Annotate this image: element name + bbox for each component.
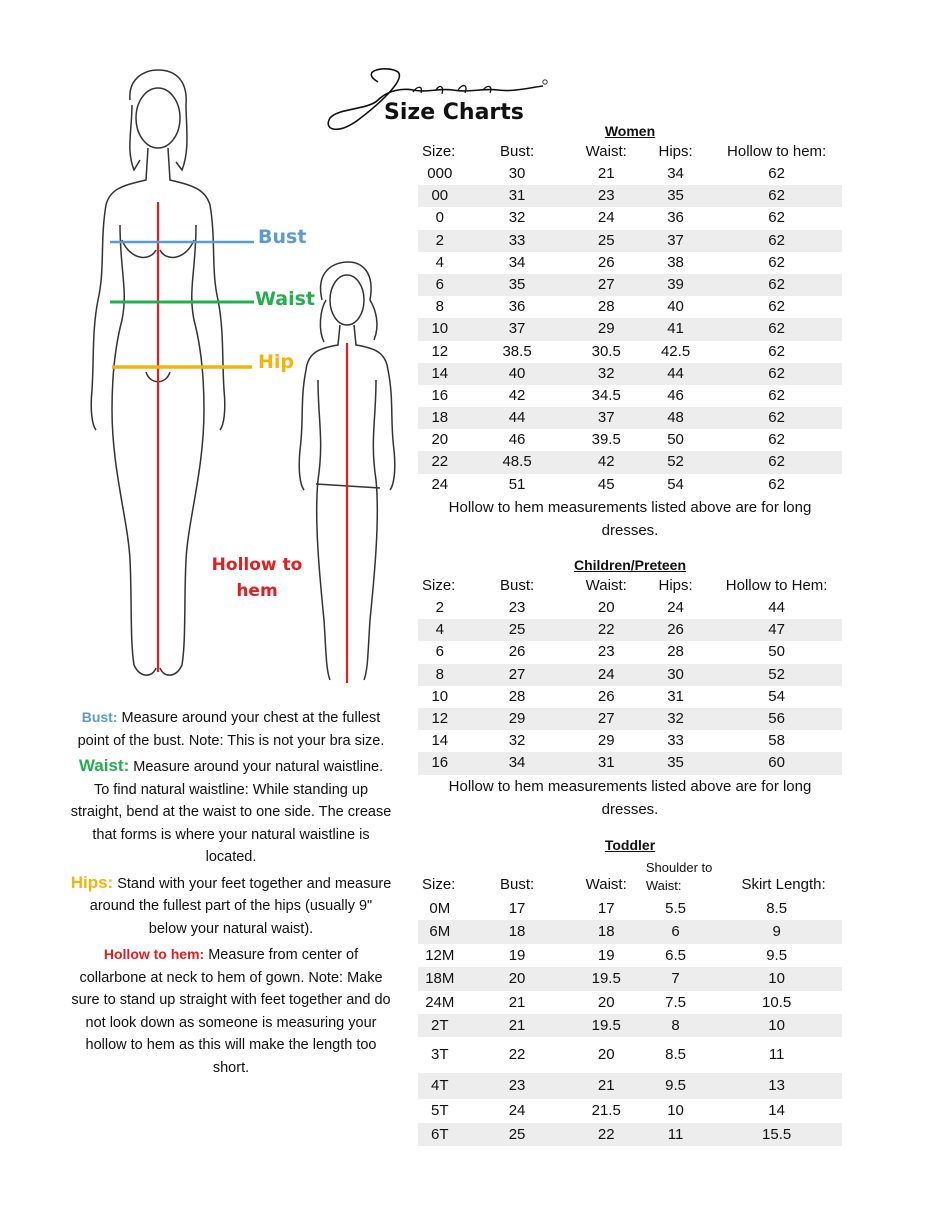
- table-cell: 44: [508, 409, 526, 427]
- table-cell: 14: [431, 364, 449, 382]
- table-cell: 21: [597, 165, 615, 182]
- table-cell: 26: [508, 643, 526, 661]
- table-cell: 32: [508, 209, 526, 227]
- header-cell: Shoulder to Waist:: [645, 860, 713, 893]
- table-cell: 23: [597, 187, 615, 205]
- table-cell: 35: [667, 754, 684, 772]
- table-row: [418, 252, 842, 274]
- table-cell: 00: [431, 187, 449, 205]
- table-cell: 62: [768, 475, 785, 493]
- woman-hair: [130, 70, 187, 170]
- table-cell: 23: [597, 643, 615, 661]
- table-cell: 20: [597, 1046, 615, 1064]
- table-cell: 32: [597, 364, 615, 382]
- table-cell: 20: [431, 431, 449, 449]
- table-cell: 15.5: [762, 1125, 792, 1143]
- bust-instruction: [70, 706, 392, 752]
- table-row: [418, 385, 842, 407]
- table-cell: 62: [768, 231, 785, 249]
- table-row: [418, 474, 842, 496]
- table-cell: 56: [768, 709, 785, 727]
- table-cell: 42: [508, 386, 526, 404]
- table-cell: 17: [508, 900, 526, 917]
- children-note: Hollow to hem measurements listed above are for long dresses.: [448, 777, 812, 818]
- table-cell: 3T: [431, 1046, 449, 1064]
- table-cell: 32: [667, 709, 684, 727]
- table-cell: 62: [768, 409, 785, 427]
- table-row: [418, 1123, 842, 1146]
- table-cell: 28: [508, 687, 526, 705]
- table-cell: 000: [427, 165, 453, 182]
- children-table-title: Children/Preteen: [573, 557, 687, 573]
- table-cell: 26: [597, 253, 615, 271]
- table-cell: 14: [768, 1102, 785, 1120]
- table-cell: 42: [597, 453, 615, 471]
- table-cell: 54: [667, 475, 684, 493]
- toddler-table-body: [418, 897, 842, 1146]
- table-cell: 29: [597, 320, 615, 338]
- toddler-size-table: [418, 835, 842, 1146]
- table-cell: 7: [671, 970, 680, 988]
- table-cell: 41: [667, 320, 684, 338]
- table-cell: 20: [597, 599, 615, 616]
- table-cell: 23: [508, 599, 526, 616]
- table-cell: 26: [667, 621, 684, 639]
- table-cell: 30: [508, 165, 526, 182]
- table-row: [418, 730, 842, 752]
- header-cell: Bust:: [499, 876, 535, 893]
- waist-key: Waist:: [78, 756, 130, 775]
- table-row: [418, 597, 842, 619]
- table-cell: 6: [435, 275, 444, 293]
- girl-head: [330, 275, 364, 325]
- header-cell: Hips:: [658, 143, 693, 160]
- header-cell: Bust:: [500, 143, 535, 160]
- table-row: [418, 296, 842, 318]
- table-row: [418, 429, 842, 451]
- table-cell: 23: [508, 1077, 526, 1095]
- table-cell: 24M: [425, 993, 455, 1011]
- waist-text: Measure around your natural waistline. To find natural waistline: While standing up straight, bend at the waist to one side. The crease that forms is where your natural waistline is located.: [70, 759, 392, 865]
- table-cell: 38: [667, 253, 684, 271]
- table-cell: 27: [597, 709, 615, 727]
- table-cell: 39.5: [591, 431, 621, 449]
- table-cell: 6.5: [665, 946, 686, 964]
- table-cell: 50: [667, 431, 684, 449]
- table-cell: 35: [667, 187, 684, 205]
- table-row: [418, 341, 842, 363]
- table-cell: 51: [508, 475, 526, 493]
- girl-hair: [320, 262, 377, 342]
- table-row: [418, 1073, 842, 1099]
- header-cell: Hollow to Hem:: [725, 577, 828, 594]
- page-title: Size Charts: [384, 100, 524, 125]
- table-cell: 4T: [431, 1077, 449, 1095]
- table-cell: 36: [508, 298, 526, 316]
- table-cell: 2: [435, 599, 444, 616]
- hollow-to-hem-label: Hollow to hem: [211, 555, 303, 601]
- bust-text: Measure around your chest at the fullest point of the bust. Note: This is not your bra size.: [77, 710, 385, 749]
- table-row: [418, 1037, 842, 1073]
- header-cell: Waist:: [585, 876, 627, 893]
- table-cell: 21: [597, 1077, 615, 1095]
- table-cell: 4: [435, 621, 444, 639]
- children-table-body: [418, 597, 842, 775]
- table-row: [418, 991, 842, 1014]
- table-cell: 22: [597, 621, 615, 639]
- table-cell: 40: [667, 298, 684, 316]
- table-cell: 62: [768, 209, 785, 227]
- table-cell: 62: [768, 253, 785, 271]
- waist-label: Waist: [255, 288, 316, 310]
- table-cell: 8: [435, 298, 444, 316]
- table-cell: 36: [667, 209, 684, 227]
- table-row: [418, 686, 842, 708]
- table-cell: 35: [508, 275, 526, 293]
- table-cell: 46: [667, 386, 684, 404]
- table-cell: 24: [508, 1102, 526, 1120]
- header-cell: Hollow to hem:: [727, 143, 827, 160]
- table-cell: 38.5: [502, 342, 532, 360]
- children-size-table: [418, 555, 842, 821]
- table-cell: 62: [768, 165, 785, 182]
- table-cell: 48.5: [502, 453, 532, 471]
- table-cell: 37: [508, 320, 526, 338]
- table-cell: 10: [431, 320, 449, 338]
- table-cell: 0M: [429, 900, 451, 917]
- table-row: [418, 708, 842, 730]
- table-row: [418, 967, 842, 990]
- table-cell: 18: [597, 923, 615, 941]
- table-cell: 40: [508, 364, 526, 382]
- table-cell: 20: [508, 970, 526, 988]
- table-cell: 6: [671, 923, 680, 941]
- table-row: [418, 207, 842, 229]
- women-table-title: Women: [604, 123, 656, 139]
- table-cell: 12M: [425, 946, 455, 964]
- table-cell: 46: [508, 431, 526, 449]
- table-cell: 10: [667, 1102, 684, 1120]
- table-cell: 13: [768, 1077, 785, 1095]
- hollow-text: Measure from center of collarbone at neck to hem of gown. Note: Make sure to stand up straight with feet together and do not look down as someone is measuring your hollow to hem as this will make the length too short.: [71, 947, 391, 1076]
- table-cell: 8.5: [766, 900, 788, 917]
- table-cell: 28: [597, 298, 615, 316]
- table-cell: 42.5: [660, 342, 691, 360]
- table-cell: 25: [597, 231, 615, 249]
- table-cell: 19.5: [591, 1016, 621, 1034]
- table-cell: 6T: [431, 1125, 449, 1143]
- table-cell: 24: [431, 475, 449, 493]
- table-cell: 22: [508, 1046, 526, 1064]
- hollow-key: Hollow to hem:: [103, 946, 205, 962]
- table-cell: 19.5: [591, 970, 621, 988]
- table-cell: 8: [435, 665, 444, 683]
- women-header-row: [418, 141, 842, 163]
- table-cell: 30.5: [591, 342, 621, 360]
- table-cell: 5.5: [665, 900, 686, 917]
- table-row: [418, 407, 842, 429]
- table-cell: 26: [597, 687, 615, 705]
- table-cell: 62: [768, 275, 785, 293]
- table-row: [418, 318, 842, 340]
- table-cell: 2T: [431, 1016, 449, 1034]
- table-cell: 29: [508, 709, 526, 727]
- table-cell: 19: [597, 946, 615, 964]
- header-cell: Waist:: [585, 143, 627, 160]
- table-cell: 24: [597, 209, 615, 227]
- bust-label: Bust: [258, 226, 307, 248]
- table-row: [418, 1014, 842, 1037]
- header-cell: Size:: [422, 143, 456, 160]
- table-cell: 11: [667, 1125, 684, 1143]
- table-cell: 12: [431, 709, 449, 727]
- table-cell: 24: [667, 599, 684, 616]
- toddler-header-row: [418, 855, 842, 897]
- table-cell: 9.5: [766, 946, 788, 964]
- table-cell: 16: [431, 386, 449, 404]
- table-cell: 54: [768, 687, 785, 705]
- table-cell: 52: [768, 665, 785, 683]
- table-cell: 62: [768, 453, 785, 471]
- table-cell: 6: [435, 643, 444, 661]
- waist-instruction: [70, 755, 392, 869]
- table-cell: 62: [768, 342, 785, 360]
- table-cell: 48: [667, 409, 684, 427]
- table-cell: 8.5: [665, 1046, 686, 1064]
- table-cell: 9.5: [665, 1077, 686, 1095]
- table-cell: 62: [768, 386, 785, 404]
- toddler-table-title: Toddler: [604, 837, 656, 853]
- table-cell: 31: [597, 754, 615, 772]
- hip-label: Hip: [258, 351, 295, 373]
- table-row: [418, 185, 842, 207]
- header-cell: Hips:: [658, 577, 693, 594]
- table-cell: 24: [597, 665, 615, 683]
- table-cell: 10: [768, 1016, 785, 1034]
- table-cell: 22: [597, 1125, 615, 1143]
- table-cell: 62: [768, 320, 785, 338]
- table-cell: 33: [508, 231, 526, 249]
- table-cell: 62: [768, 187, 785, 205]
- table-row: [418, 920, 842, 943]
- table-row: [418, 664, 842, 686]
- table-cell: 21.5: [591, 1102, 621, 1120]
- table-cell: 5T: [431, 1102, 449, 1120]
- table-cell: 34: [508, 754, 526, 772]
- table-cell: 8: [671, 1016, 680, 1034]
- hips-instruction: [70, 872, 392, 941]
- table-row: [418, 641, 842, 663]
- table-row: [418, 897, 842, 920]
- table-cell: 16: [431, 754, 449, 772]
- table-cell: 0: [435, 209, 444, 227]
- table-cell: 10: [431, 687, 449, 705]
- table-cell: 44: [667, 364, 684, 382]
- table-cell: 27: [508, 665, 526, 683]
- women-note: Hollow to hem measurements listed above are for long dresses.: [448, 498, 812, 539]
- woman-head: [136, 88, 180, 148]
- table-cell: 34: [667, 165, 684, 182]
- table-cell: 9: [772, 923, 781, 941]
- hips-text: Stand with your feet together and measure around the fullest part of the hips (usually 9" below your natural waist).: [89, 875, 392, 937]
- table-cell: 31: [667, 687, 684, 705]
- header-cell: Size:: [422, 577, 456, 594]
- table-cell: 25: [508, 1125, 526, 1143]
- table-cell: 33: [667, 732, 684, 750]
- table-cell: 37: [597, 409, 615, 427]
- table-cell: 11: [768, 1046, 785, 1064]
- bust-key: Bust:: [81, 709, 118, 725]
- table-cell: 22: [431, 453, 449, 471]
- table-cell: 7.5: [665, 993, 686, 1011]
- table-cell: 4: [435, 253, 444, 271]
- hollow-instruction: [70, 943, 392, 1079]
- table-cell: 37: [667, 231, 684, 249]
- table-row: [418, 363, 842, 385]
- table-row: [418, 163, 842, 185]
- table-cell: 60: [768, 754, 785, 772]
- table-row: [418, 619, 842, 641]
- table-cell: 50: [768, 643, 785, 661]
- table-row: [418, 1099, 842, 1122]
- hips-key: Hips:: [70, 872, 114, 892]
- table-row: [418, 274, 842, 296]
- table-cell: 6M: [429, 923, 451, 941]
- table-cell: 21: [508, 1016, 526, 1034]
- table-row: [418, 451, 842, 473]
- table-cell: 25: [508, 621, 526, 639]
- table-cell: 18: [431, 409, 449, 427]
- table-row: [418, 230, 842, 252]
- table-cell: 62: [768, 298, 785, 316]
- header-cell: Bust:: [500, 577, 535, 594]
- table-cell: 62: [768, 364, 785, 382]
- table-cell: 21: [508, 993, 526, 1011]
- table-cell: 34.5: [591, 386, 621, 404]
- table-cell: 14: [431, 732, 449, 750]
- women-size-table: [418, 121, 842, 542]
- table-cell: 32: [508, 732, 526, 750]
- table-cell: 27: [597, 275, 615, 293]
- table-cell: 10: [768, 970, 785, 988]
- header-cell: Skirt Length:: [741, 876, 826, 893]
- table-cell: 31: [508, 187, 526, 205]
- table-cell: 45: [597, 475, 615, 493]
- table-cell: 62: [768, 431, 785, 449]
- table-cell: 58: [768, 732, 785, 750]
- header-cell: Size:: [422, 876, 456, 893]
- table-row: [418, 752, 842, 774]
- table-cell: 34: [508, 253, 526, 271]
- women-table-body: [418, 163, 842, 496]
- table-cell: 2: [435, 231, 444, 249]
- table-cell: 19: [508, 946, 526, 964]
- table-cell: 39: [667, 275, 684, 293]
- table-cell: 17: [597, 900, 615, 917]
- table-cell: 12: [431, 342, 449, 360]
- header-cell: Waist:: [585, 577, 627, 594]
- table-cell: 29: [597, 732, 615, 750]
- measurement-instructions: [70, 706, 392, 1082]
- table-cell: 30: [667, 665, 684, 683]
- table-cell: 10.5: [762, 993, 792, 1011]
- table-cell: 52: [667, 453, 684, 471]
- table-cell: 20: [597, 993, 615, 1011]
- table-cell: 18: [508, 923, 526, 941]
- table-row: [418, 944, 842, 967]
- children-header-row: [418, 575, 842, 597]
- table-cell: 44: [768, 599, 785, 616]
- table-cell: 47: [768, 621, 785, 639]
- table-cell: 28: [667, 643, 684, 661]
- table-cell: 18M: [425, 970, 455, 988]
